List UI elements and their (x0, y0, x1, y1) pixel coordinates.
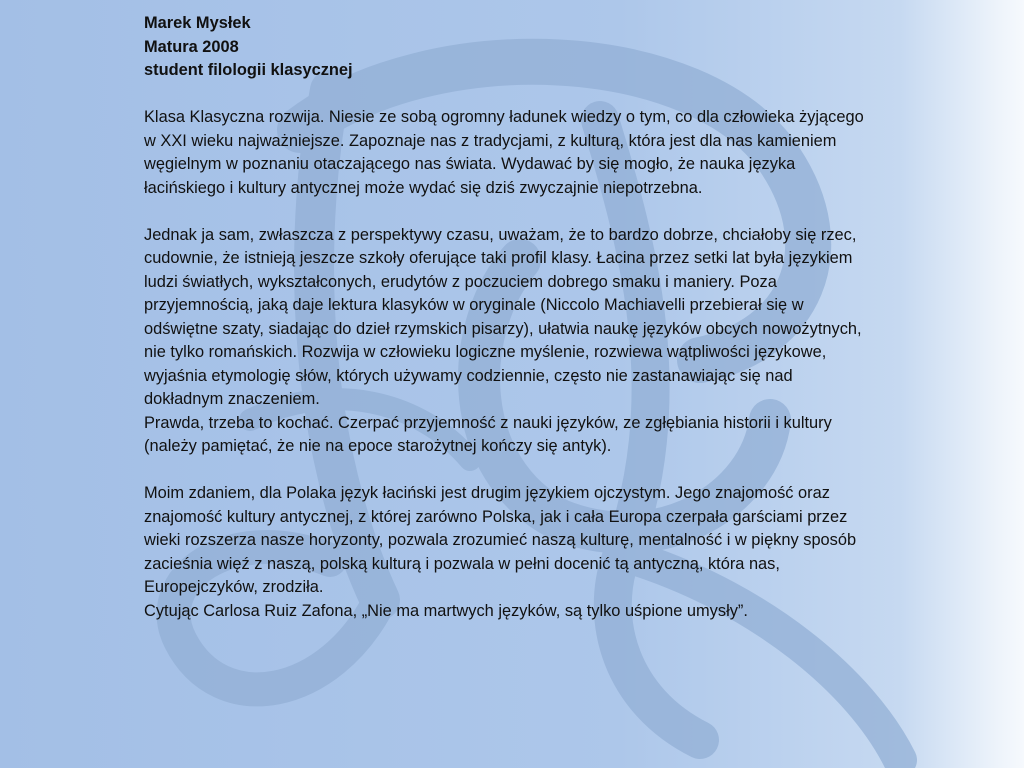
author-role: student filologii klasycznej (144, 61, 353, 79)
spacer (144, 200, 864, 224)
quote-line: Cytując Carlosa Ruiz Zafona, „Nie ma martwych języków, są tylko uśpione umysły”. (144, 601, 748, 620)
paragraph-3: Prawda, trzeba to kochać. Czerpać przyjemność z nauki języków, ze zgłębiania historii i kultury (należy pamiętać, że nie na epoce starożytnej kończy się antyk). (144, 413, 832, 455)
paragraph-1: Klasa Klasyczna rozwija. Niesie ze sobą ogromny ładunek wiedzy o tym, co dla człowieka żyjącego w XXI wieku najważniejsze. Zapoznaje nas z tradycjami, z kulturą, która jest dla nas kamieniem węgielnym w poznaniu otaczającego nas świata. Wydawać by się mogło, że nauka języka łacińskiego i kultury antycznej może wydać się dziś zwyczajnie niepotrzebna. (144, 108, 864, 197)
graduation-year: Matura 2008 (144, 37, 239, 56)
paragraph-2: Jednak ja sam, zwłaszcza z perspektywy czasu, uważam, że to bardzo dobrze, chciałoby się rzec, cudownie, że istnieją jeszcze szkoły oferujące taki profil klasy. Łacina przez setki lat była językiem ludzi światłych, wykształconych, erudytów z poczuciem dobrego smaku i maniery. Poza przyjemnością, jaką daje lektura klasyków w oryginale (Niccolo Machiavelli przebierał się w odświętne szaty, siadając do dzieł rzymskich pisarzy), ułatwia naukę języków obcych nowożytnych, nie tylko romańskich. Rozwija w człowieku logiczne myślenie, rozwiewa wątpliwości językowe, wyjaśnia etymologię słów, których używamy codziennie, często nie zastanawiając się nad dokładnym znaczeniem. (144, 225, 862, 408)
document-body (144, 12, 864, 623)
author-name: Marek Mysłek (144, 14, 251, 32)
paragraph-4: Moim zdaniem, dla Polaka język łaciński jest drugim językiem ojczystym. Jego znajomość oraz znajomość kultury antycznej, z której zarówno Polska, jak i cała Europa czerpała garściami przez wieki rozszerza nasze horyzonty, pozwala zrozumieć naszą kulturę, mentalność i w piękny sposób zacieśnia więź z naszą, polską kulturą i pozwala w pełni docenić tą antyczną, która nas, Europejczyków, zrodziła. (144, 484, 857, 596)
spacer (144, 459, 864, 483)
spacer (144, 83, 864, 107)
